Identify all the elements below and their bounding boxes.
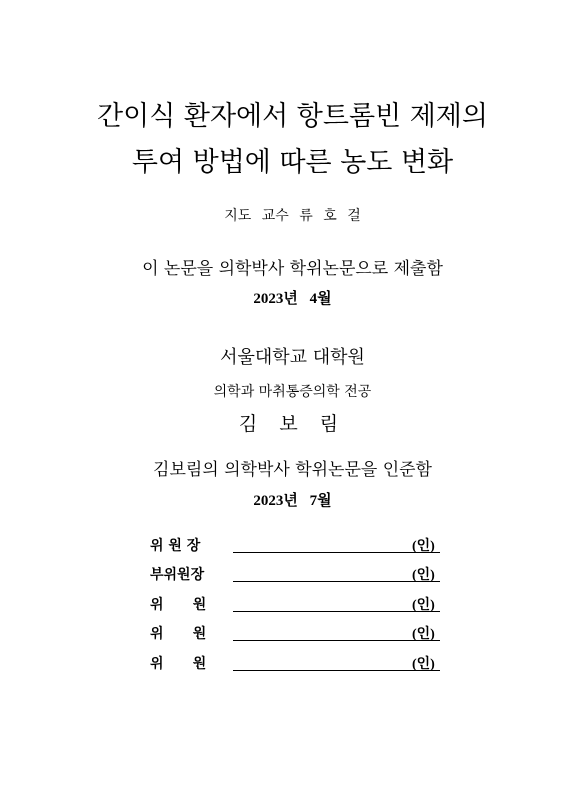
committee-role-label: 부위원장	[150, 567, 205, 583]
advisor-line: 지도 교수 류 호 걸	[224, 208, 361, 224]
author-name: 김 보 림	[238, 413, 347, 435]
committee-role-label: 위 원 장	[150, 538, 201, 554]
university-name: 서울대학교 대학원	[220, 347, 365, 368]
thesis-title-line-2: 투여 방법에 따른 농도 변화	[131, 147, 454, 178]
thesis-title-line-1: 간이식 환자에서 항트롬빈 제제의	[97, 101, 488, 132]
committee-role-label: 위 원	[150, 597, 207, 613]
seal-mark: (인)	[412, 598, 435, 613]
signature-line	[233, 640, 440, 641]
committee-row-member-2	[150, 623, 450, 643]
seal-mark: (인)	[412, 539, 435, 554]
signature-line	[233, 670, 440, 671]
committee-row-member-1	[150, 594, 450, 614]
committee-role-label: 위 원	[150, 656, 207, 672]
committee-row-member-3	[150, 653, 450, 673]
approval-statement: 김보림의 의학박사 학위논문을 인준함	[153, 460, 432, 480]
submission-statement: 이 논문을 의학박사 학위논문으로 제출함	[142, 259, 443, 279]
department-major: 의학과 마취통증의학 전공	[213, 384, 372, 400]
signature-line	[233, 552, 440, 553]
submission-date: 2023년 4월	[253, 291, 332, 307]
approval-date: 2023년 7월	[253, 493, 332, 509]
signature-line	[233, 581, 440, 582]
seal-mark: (인)	[412, 627, 435, 642]
committee-row-vice-chair	[150, 564, 450, 584]
seal-mark: (인)	[412, 568, 435, 583]
seal-mark: (인)	[412, 657, 435, 672]
signature-line	[233, 611, 440, 612]
committee-row-chair	[150, 535, 450, 555]
committee-role-label: 위 원	[150, 626, 207, 642]
